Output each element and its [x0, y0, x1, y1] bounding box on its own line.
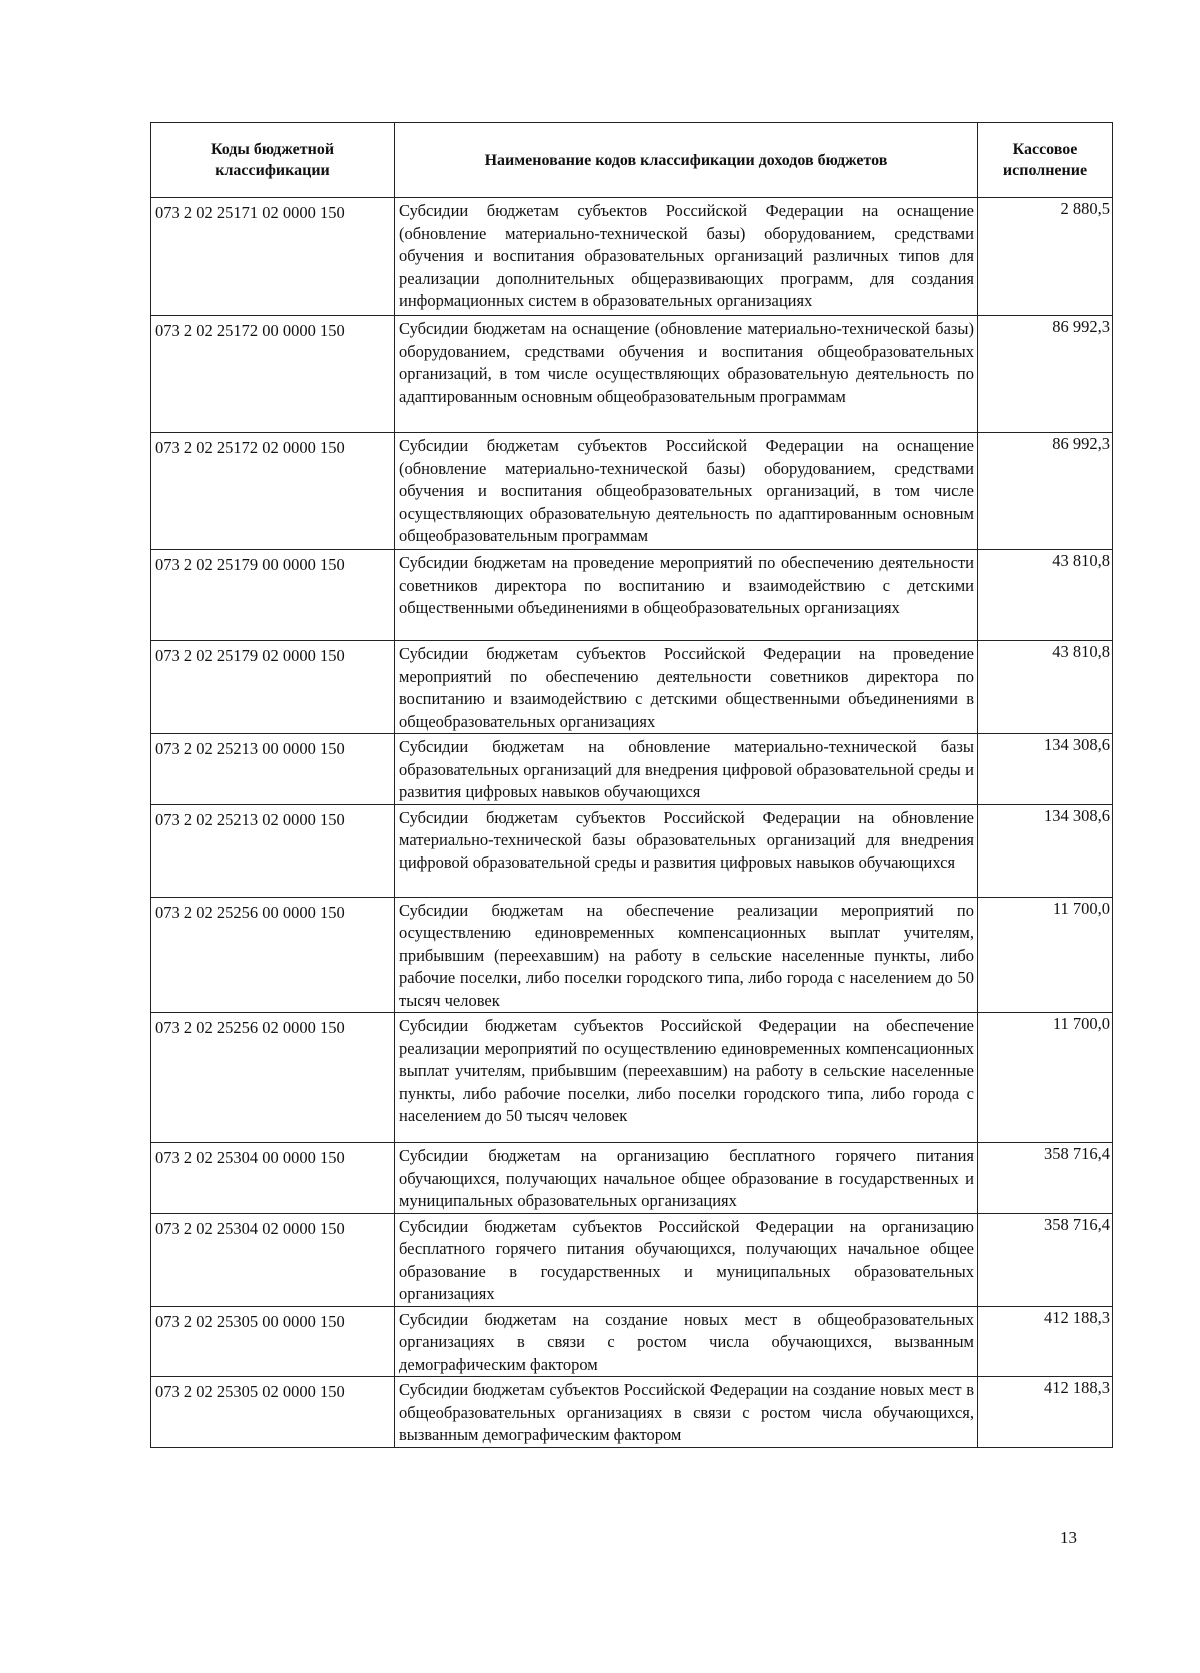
- row-name-cell: Субсидии бюджетам субъектов Российской Федерации на оснащение (обновление материально-технической базы) оборудованием, средствами обучения и воспитания общеобразовательных организаций, в том числе осуществляющих образовательную деятельность по адаптированным основным общеобразовательным программам: [395, 433, 978, 550]
- row-name-cell: Субсидии бюджетам на создание новых мест в общеобразовательных организациях в связи с ростом числа обучающихся, вызванным демографическим фактором: [395, 1306, 978, 1377]
- row-name-cell: Субсидии бюджетам на организацию бесплатного горячего питания обучающихся, получающих начальное общее образование в государственных и муниципальных образовательных организациях: [395, 1143, 978, 1214]
- budget-revenue-table: [150, 122, 1113, 1448]
- row-amount-cell: 412 188,3: [978, 1306, 1113, 1377]
- row-name-cell: Субсидии бюджетам на проведение мероприятий по обеспечению деятельности советников директора по воспитанию и взаимодействию с детскими общественными объединениями в общеобразовательных организациях: [395, 550, 978, 641]
- header-code-names: Наименование кодов классификации доходов бюджетов: [395, 123, 978, 198]
- table-row: [151, 734, 1113, 805]
- row-amount-cell: 358 716,4: [978, 1143, 1113, 1214]
- row-code-cell: 073 2 02 25213 00 0000 150: [151, 734, 395, 805]
- table-row: [151, 897, 1113, 1013]
- row-code-cell: 073 2 02 25213 02 0000 150: [151, 804, 395, 897]
- table-row: [151, 804, 1113, 897]
- table-header-row: [151, 123, 1113, 198]
- row-code-cell: 073 2 02 25171 02 0000 150: [151, 198, 395, 316]
- row-code-cell: 073 2 02 25305 02 0000 150: [151, 1377, 395, 1448]
- table-row: [151, 316, 1113, 433]
- row-name-cell: Субсидии бюджетам субъектов Российской Федерации на создание новых мест в общеобразовательных организациях в связи с ростом числа обучающихся, вызванным демографическим фактором: [395, 1377, 978, 1448]
- table-row: [151, 550, 1113, 641]
- table-body: [151, 198, 1113, 1448]
- page-number: 13: [1060, 1528, 1077, 1547]
- row-name-cell: Субсидии бюджетам на обновление материально-технической базы образовательных организаций для внедрения цифровой образовательной среды и развития цифровых навыков обучающихся: [395, 734, 978, 805]
- row-code-cell: 073 2 02 25172 02 0000 150: [151, 433, 395, 550]
- header-cash-execution: Кассовое исполнение: [978, 123, 1113, 198]
- table-row: [151, 641, 1113, 734]
- table-row: [151, 1213, 1113, 1306]
- row-name-cell: Субсидии бюджетам субъектов Российской Федерации на проведение мероприятий по обеспечению деятельности советников директора по воспитанию и взаимодействию с детскими общественными объединениями в общеобразовательных организациях: [395, 641, 978, 734]
- row-amount-cell: 43 810,8: [978, 550, 1113, 641]
- table-row: [151, 198, 1113, 316]
- row-name-cell: Субсидии бюджетам на обеспечение реализации мероприятий по осуществлению единовременных компенсационных выплат учителям, прибывшим (переехавшим) на работу в сельские населенные пункты, либо рабочие поселки, либо поселки городского типа, либо города с населением до 50 тысяч человек: [395, 897, 978, 1013]
- row-amount-cell: 43 810,8: [978, 641, 1113, 734]
- row-amount-cell: 86 992,3: [978, 316, 1113, 433]
- row-name-cell: Субсидии бюджетам субъектов Российской Федерации на организацию бесплатного горячего питания обучающихся, получающих начальное общее образование в государственных и муниципальных образовательных организациях: [395, 1213, 978, 1306]
- row-code-cell: 073 2 02 25256 00 0000 150: [151, 897, 395, 1013]
- header-budget-codes: Коды бюджетной классификации: [151, 123, 395, 198]
- row-amount-cell: 11 700,0: [978, 1013, 1113, 1143]
- row-code-cell: 073 2 02 25256 02 0000 150: [151, 1013, 395, 1143]
- row-amount-cell: 2 880,5: [978, 198, 1113, 316]
- row-code-cell: 073 2 02 25305 00 0000 150: [151, 1306, 395, 1377]
- row-code-cell: 073 2 02 25304 02 0000 150: [151, 1213, 395, 1306]
- row-name-cell: Субсидии бюджетам субъектов Российской Федерации на обновление материально-технической базы образовательных организаций для внедрения цифровой образовательной среды и развития цифровых навыков обучающихся: [395, 804, 978, 897]
- table-row: [151, 1013, 1113, 1143]
- table-row: [151, 1306, 1113, 1377]
- row-amount-cell: 134 308,6: [978, 804, 1113, 897]
- row-amount-cell: 11 700,0: [978, 897, 1113, 1013]
- row-amount-cell: 358 716,4: [978, 1213, 1113, 1306]
- row-amount-cell: 134 308,6: [978, 734, 1113, 805]
- row-name-cell: Субсидии бюджетам субъектов Российской Федерации на оснащение (обновление материально-технической базы) оборудованием, средствами обучения и воспитания образовательных организаций различных типов для реализации дополнительных общеразвивающих программ, для создания информационных систем в образовательных организациях: [395, 198, 978, 316]
- row-code-cell: 073 2 02 25179 00 0000 150: [151, 550, 395, 641]
- row-code-cell: 073 2 02 25179 02 0000 150: [151, 641, 395, 734]
- row-name-cell: Субсидии бюджетам на оснащение (обновление материально-технической базы) оборудованием, средствами обучения и воспитания общеобразовательных организаций, в том числе осуществляющих образовательную деятельность по адаптированным основным общеобразовательным программам: [395, 316, 978, 433]
- table-row: [151, 1143, 1113, 1214]
- table-row: [151, 433, 1113, 550]
- row-code-cell: 073 2 02 25304 00 0000 150: [151, 1143, 395, 1214]
- row-amount-cell: 86 992,3: [978, 433, 1113, 550]
- table-row: [151, 1377, 1113, 1448]
- row-code-cell: 073 2 02 25172 00 0000 150: [151, 316, 395, 433]
- row-amount-cell: 412 188,3: [978, 1377, 1113, 1448]
- row-name-cell: Субсидии бюджетам субъектов Российской Федерации на обеспечение реализации мероприятий по осуществлению единовременных компенсационных выплат учителям, прибывшим (переехавшим) на работу в сельские населенные пункты, либо рабочие поселки, либо поселки городского типа, либо города с населением до 50 тысяч человек: [395, 1013, 978, 1143]
